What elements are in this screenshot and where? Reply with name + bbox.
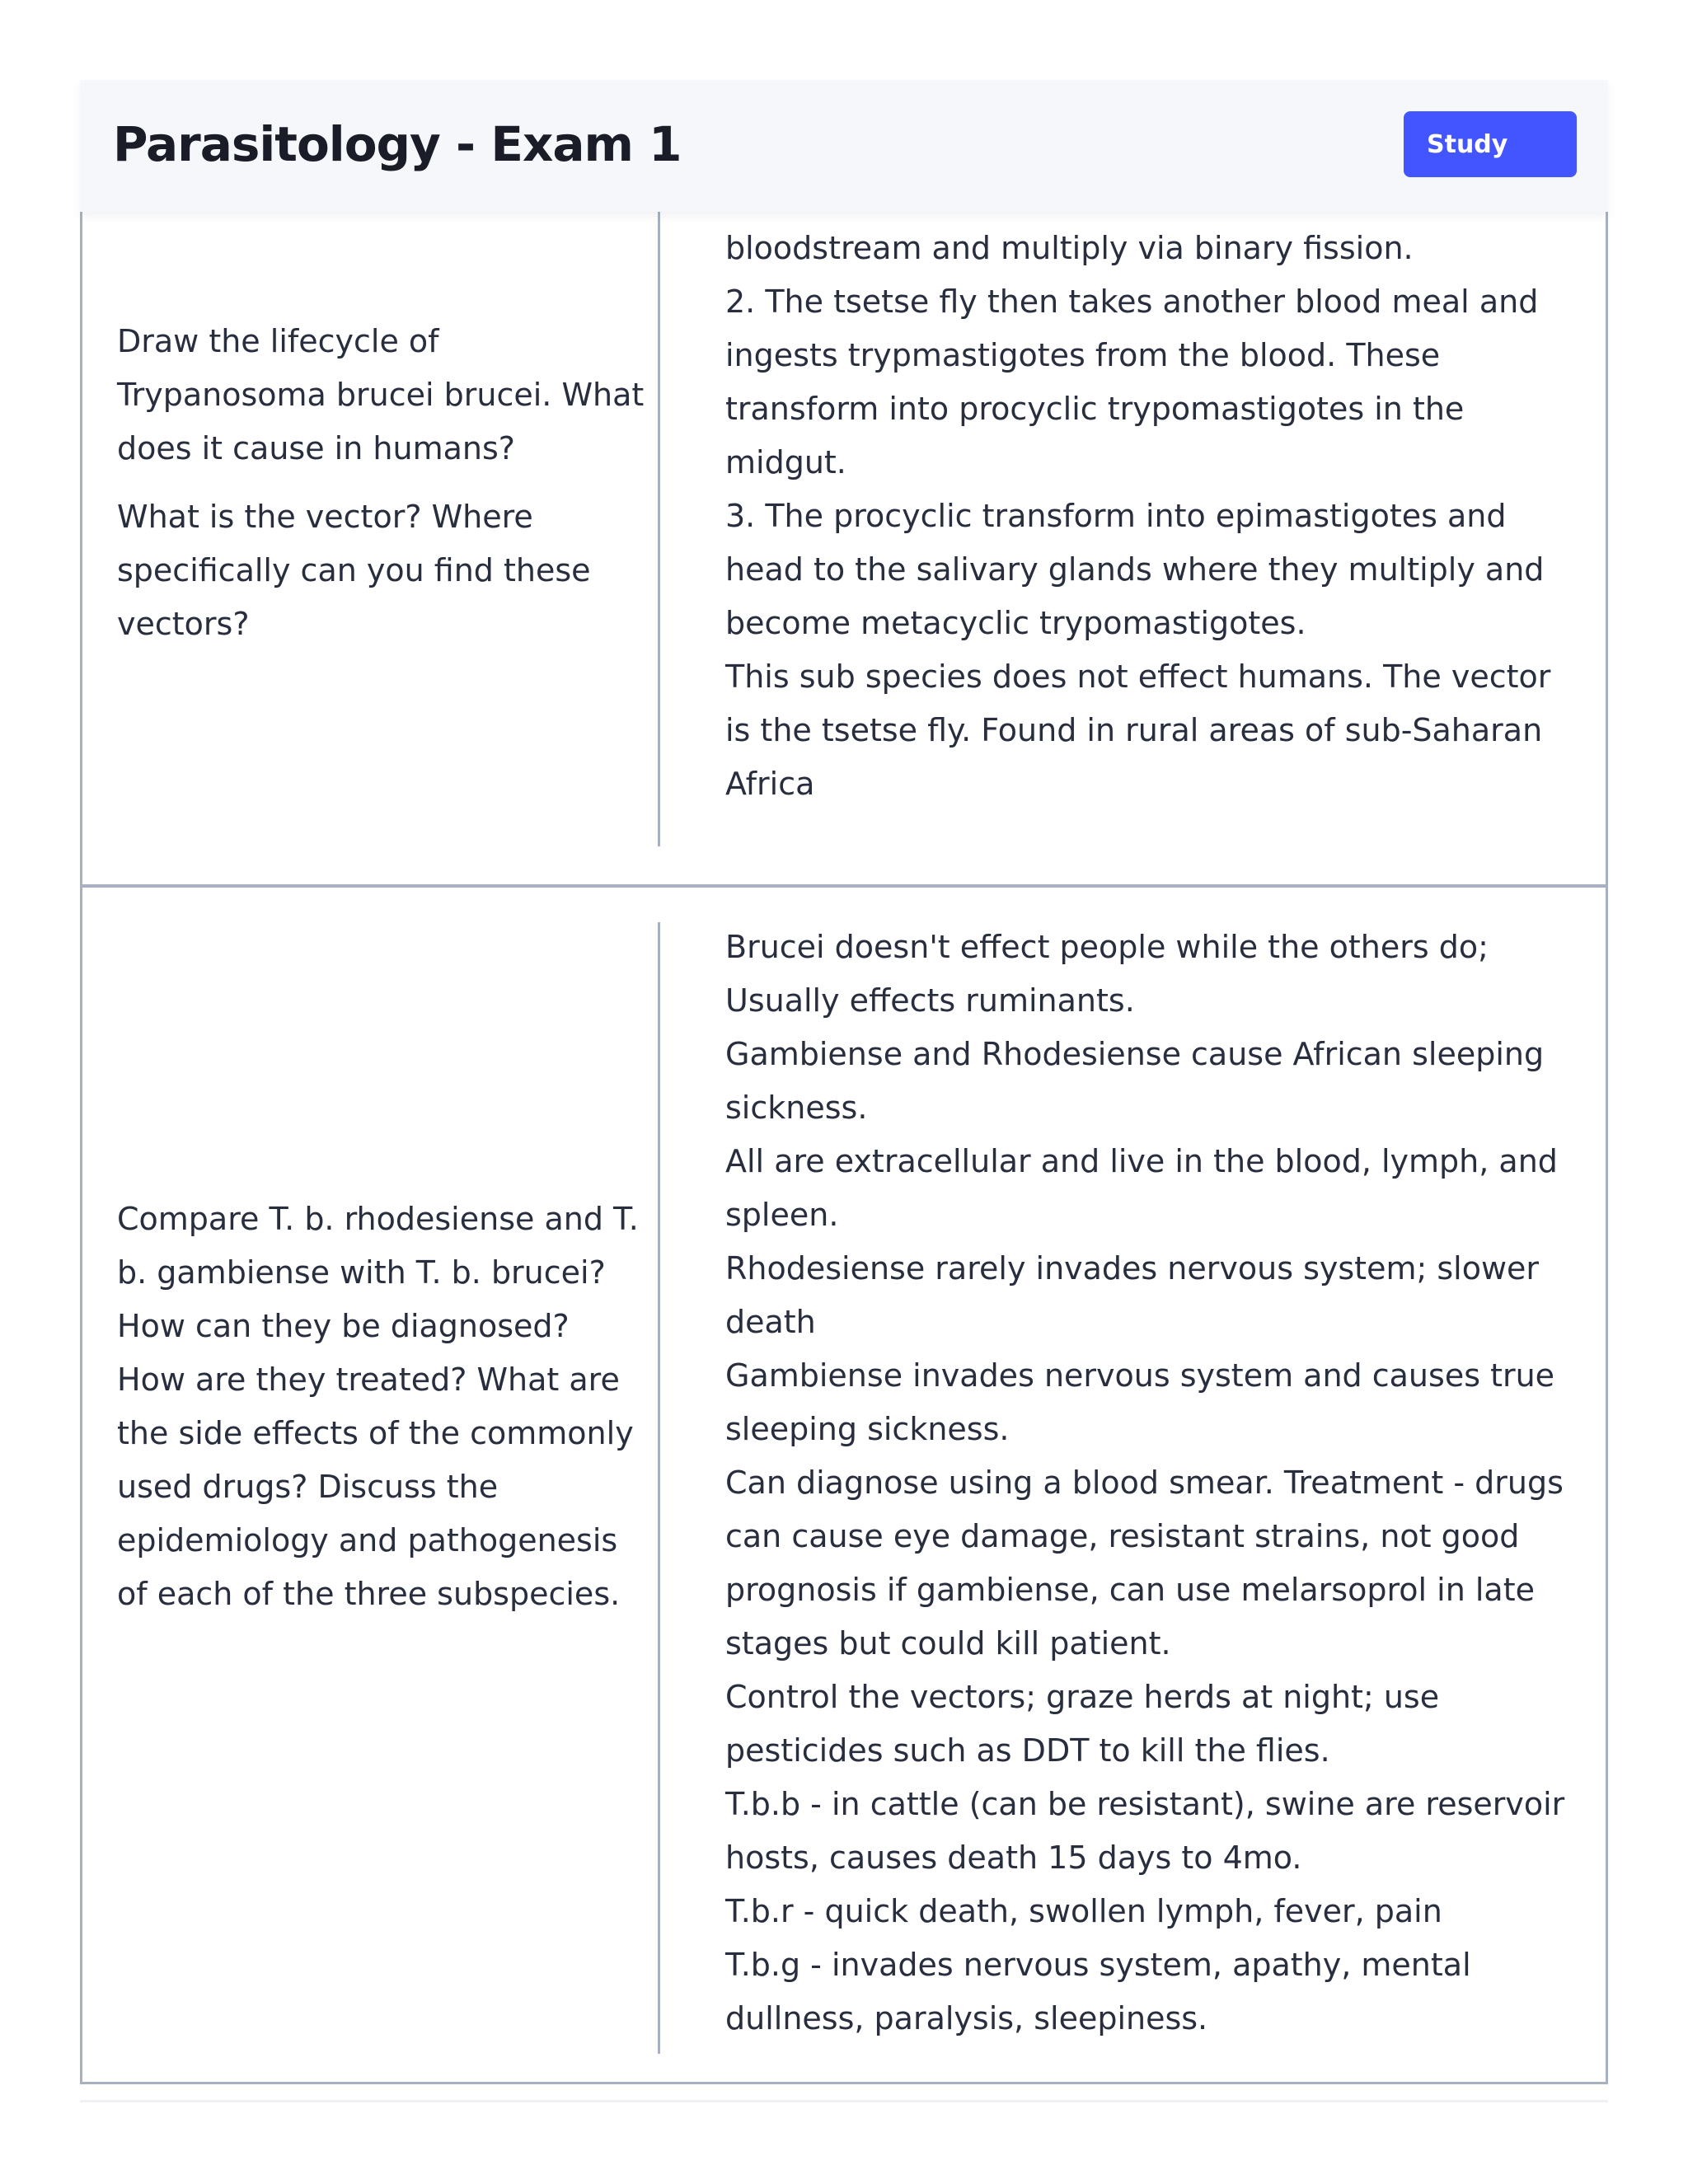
definition-line: Brucei doesn't effect people while the others do; Usually effects ruminants. [725,929,1489,1019]
definition-line: All are extracellular and live in the blood, lymph, and spleen. [725,1143,1558,1233]
card-definition [725,222,1566,811]
study-button[interactable]: Study [1404,111,1577,177]
term-line: Compare T. b. rhodesiense and T. b. gambiense with T. b. brucei? How can they be diagnosed? How are they treated? What are the side effects of the commonly used drugs? Discuss the epidemiology and pathogenesis of each of the three subspecies. [117,1201,639,1612]
definition-line: 2. The tsetse fly then takes another blood meal and ingests trypmastigotes from the blood. These transform into procyclic trypomastigotes in the midgut. [725,284,1539,480]
definition-line: Gambiense invades nervous system and causes true sleeping sickness. [725,1357,1555,1447]
definition-line: Control the vectors; graze herds at night; use pesticides such as DDT to kill the flies. [725,1679,1440,1769]
card-definition [725,921,1566,2046]
definition-line: bloodstream and multiply via binary fission. [725,230,1414,266]
definition-line: Can diagnose using a blood smear. Treatment - drugs can cause eye damage, resistant strains, not good prognosis if gambiense, can use melarsoprol in late stages but could kill patient. [725,1465,1564,1661]
definition-line: T.b.r - quick death, swollen lymph, fever, pain [725,1893,1442,1929]
definition-line: 3. The procyclic transform into epimastigotes and head to the salivary glands where they multiply and become metacyclic trypomastigotes. [725,498,1545,641]
set-header [80,80,1608,212]
card-term [117,1193,645,1621]
card-term [117,315,645,651]
definition-line: T.b.g - invades nervous system, apathy, mental dullness, paralysis, sleepiness. [725,1947,1471,2036]
flashcard-table [80,80,1608,2084]
term-line: Draw the lifecycle of Trypanosoma brucei brucei. What does it cause in humans? [117,323,645,466]
flashcard-row [82,884,1606,2082]
term-definition-divider [658,204,660,846]
page-title: Parasitology - Exam 1 [113,116,682,172]
definition-line: Gambiense and Rhodesiense cause African sleeping sickness. [725,1036,1545,1126]
definition-line: T.b.b - in cattle (can be resistant), swine are reservoir hosts, causes death 15 days to 4mo. [725,1786,1565,1876]
footer-divider [80,2100,1608,2102]
definition-line: This sub species does not effect humans. The vector is the tsetse fly. Found in rural areas of sub-Saharan Africa [725,658,1551,802]
term-line: What is the vector? Where specifically can you find these vectors? [117,499,591,642]
definition-line: Rhodesiense rarely invades nervous system; slower death [725,1250,1540,1340]
term-definition-divider [658,922,660,2054]
